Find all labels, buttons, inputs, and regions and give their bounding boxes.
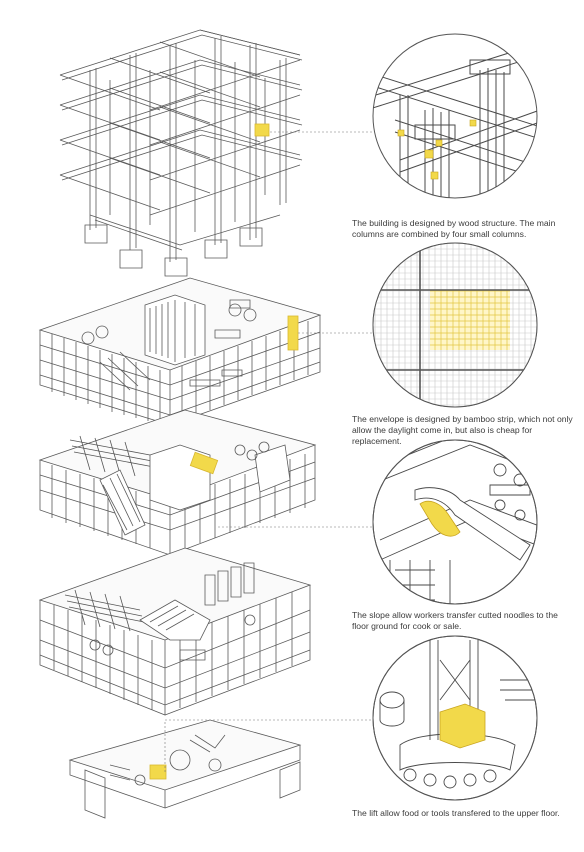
highlighted-lift [150, 765, 166, 779]
caption-structure: The building is designed by wood structure. The main columns are combined by four small columns. [352, 218, 556, 239]
detail-circle-envelope [370, 240, 550, 410]
base-plate [70, 720, 300, 818]
lift-platform-highlight [440, 704, 485, 748]
detail-circle-structure [360, 34, 550, 200]
detail-circle-lift [373, 636, 540, 800]
caption-slope: The slope allow workers transfer cutted noodles to the floor ground for cook or sale. [352, 610, 558, 631]
upper-floor-plate [40, 278, 320, 425]
highlighted-envelope-panel [288, 316, 298, 350]
middle-floor-plate [40, 410, 315, 555]
ground-floor-plate [40, 548, 310, 715]
caption-envelope: The envelope is designed by bamboo strip, which not only allow the daylight come in, but also is cheap for replacement. [352, 414, 573, 446]
caption-lift: The lift allow food or tools transfered to the upper floor. [352, 808, 560, 818]
highlighted-column-joint [255, 124, 269, 136]
wood-structure-frame [60, 30, 302, 276]
detail-circle-slope [370, 430, 550, 610]
frame-footings [85, 215, 280, 276]
